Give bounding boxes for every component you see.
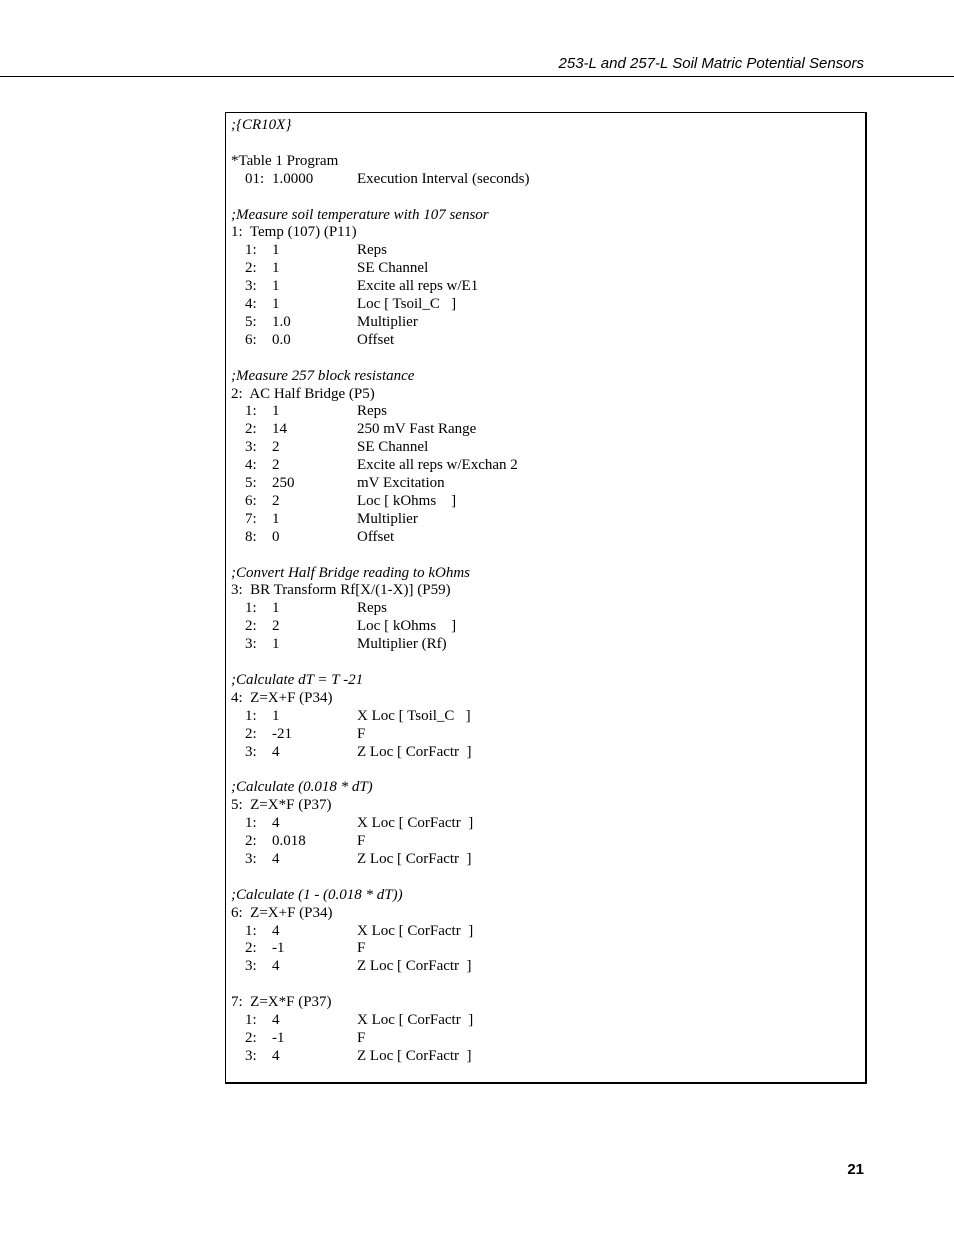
parameter-number: 6: xyxy=(245,331,257,348)
parameter-description: Excite all reps w/E1 xyxy=(357,278,479,295)
parameter-number: 8: xyxy=(245,528,257,545)
parameter-number: 2: xyxy=(245,618,257,635)
program-comment: ;Measure 257 block resistance xyxy=(231,367,415,384)
program-instruction: 4: Z=X+F (P34) xyxy=(231,689,333,706)
program-comment: ;Calculate dT = T -21 xyxy=(231,671,364,688)
program-instruction: 6: Z=X+F (P34) xyxy=(231,904,333,921)
parameter-description: 250 mV Fast Range xyxy=(357,421,477,438)
parameter-value: 4 xyxy=(272,850,280,867)
parameter-description: Z Loc [ CorFactr ] xyxy=(357,850,472,867)
parameter-description: mV Excitation xyxy=(357,475,445,491)
parameter-number: 5: xyxy=(245,475,257,491)
program-comment: ;Measure soil temperature with 107 sensor xyxy=(231,206,489,223)
parameter-description: F xyxy=(357,940,366,957)
parameter-value: 1 xyxy=(272,600,280,617)
parameter-value: 4 xyxy=(272,743,280,760)
parameter-number: 1: xyxy=(245,815,257,832)
parameter-description: F xyxy=(357,1029,366,1046)
program-instruction: 1: Temp (107) (P11) xyxy=(231,224,357,241)
program-listing-box xyxy=(225,112,867,1084)
parameter-description: Multiplier (Rf) xyxy=(357,636,447,653)
parameter-number: 2: xyxy=(245,421,257,438)
parameter-value: 1.0000 xyxy=(272,170,314,187)
parameter-value: -1 xyxy=(272,940,285,957)
parameter-number: 1: xyxy=(245,403,257,420)
program-instruction: *Table 1 Program xyxy=(231,152,339,169)
program-instruction: 3: BR Transform Rf[X/(1-X)] (P59) xyxy=(231,582,451,599)
parameter-number: 4: xyxy=(245,457,257,474)
parameter-description: Loc [ kOhms ] xyxy=(357,492,457,509)
parameter-number: 2: xyxy=(245,260,257,277)
program-comment: ;{CR10X} xyxy=(231,117,292,133)
parameter-number: 1: xyxy=(245,242,257,259)
parameter-description: Reps xyxy=(357,403,387,420)
parameter-description: Reps xyxy=(357,600,387,617)
parameter-description: Reps xyxy=(357,242,387,259)
parameter-value: 2 xyxy=(272,492,280,509)
parameter-description: Z Loc [ CorFactr ] xyxy=(357,958,472,975)
parameter-value: -21 xyxy=(272,725,292,742)
parameter-description: Z Loc [ CorFactr ] xyxy=(357,1047,472,1064)
parameter-value: 4 xyxy=(272,1047,280,1064)
parameter-value: -1 xyxy=(272,1029,285,1046)
parameter-value: 14 xyxy=(272,421,287,438)
parameter-description: Offset xyxy=(357,528,395,545)
parameter-number: 3: xyxy=(245,850,257,867)
parameter-description: SE Channel xyxy=(357,260,429,277)
parameter-description: Loc [ kOhms ] xyxy=(357,618,457,635)
parameter-description: Multiplier xyxy=(357,313,418,330)
parameter-value: 2 xyxy=(272,618,280,635)
parameter-number: 4: xyxy=(245,296,257,312)
parameter-description: F xyxy=(357,725,366,742)
parameter-number: 3: xyxy=(245,958,257,975)
parameter-value: 1 xyxy=(272,260,280,277)
parameter-value: 1 xyxy=(272,707,280,724)
parameter-description: F xyxy=(357,833,366,849)
parameter-description: X Loc [ CorFactr ] xyxy=(357,1012,474,1028)
running-header-title: 253-L and 257-L Soil Matric Potential Sensors xyxy=(558,55,864,72)
parameter-number: 1: xyxy=(245,600,257,617)
parameter-value: 4 xyxy=(272,815,280,832)
parameter-value: 0 xyxy=(272,528,280,545)
parameter-number: 2: xyxy=(245,1029,257,1046)
page-number: 21 xyxy=(847,1161,864,1178)
parameter-number: 5: xyxy=(245,313,257,330)
program-comment: ;Calculate (0.018 * dT) xyxy=(231,779,373,796)
program-instruction: 2: AC Half Bridge (P5) xyxy=(231,385,375,402)
parameter-number: 3: xyxy=(245,1047,257,1064)
parameter-number: 1: xyxy=(245,707,257,724)
parameter-value: 0.018 xyxy=(272,833,306,849)
parameter-value: 1 xyxy=(272,242,280,259)
parameter-number: 3: xyxy=(245,636,257,653)
parameter-number: 3: xyxy=(245,439,257,456)
program-instruction: 5: Z=X*F (P37) xyxy=(231,797,332,814)
parameter-description: SE Channel xyxy=(357,439,429,456)
parameter-description: X Loc [ CorFactr ] xyxy=(357,815,474,832)
parameter-value: 1 xyxy=(272,510,280,527)
parameter-number: 7: xyxy=(245,510,257,527)
parameter-value: 0.0 xyxy=(272,331,291,348)
program-comment: ;Calculate (1 - (0.018 * dT)) xyxy=(231,886,403,903)
parameter-description: Excite all reps w/Exchan 2 xyxy=(357,457,518,474)
parameter-description: Z Loc [ CorFactr ] xyxy=(357,743,472,760)
parameter-number: 3: xyxy=(245,743,257,760)
parameter-number: 6: xyxy=(245,492,257,509)
parameter-number: 2: xyxy=(245,725,257,742)
parameter-value: 1.0 xyxy=(272,313,291,330)
parameter-number: 01: xyxy=(245,170,265,187)
parameter-description: Offset xyxy=(357,331,395,348)
parameter-number: 2: xyxy=(245,833,257,849)
parameter-value: 4 xyxy=(272,922,280,939)
program-instruction: 7: Z=X*F (P37) xyxy=(231,994,332,1011)
parameter-value: 4 xyxy=(272,1012,280,1028)
parameter-number: 1: xyxy=(245,922,257,939)
parameter-description: Execution Interval (seconds) xyxy=(357,170,530,187)
parameter-value: 2 xyxy=(272,457,280,474)
parameter-value: 1 xyxy=(272,636,280,653)
parameter-value: 2 xyxy=(272,439,280,456)
parameter-value: 1 xyxy=(272,296,280,312)
parameter-description: Loc [ Tsoil_C ] xyxy=(357,296,457,312)
parameter-number: 1: xyxy=(245,1012,257,1028)
parameter-number: 2: xyxy=(245,940,257,957)
parameter-value: 1 xyxy=(272,403,280,420)
parameter-number: 3: xyxy=(245,278,257,295)
parameter-value: 1 xyxy=(272,278,280,295)
parameter-value: 4 xyxy=(272,958,280,975)
parameter-description: X Loc [ CorFactr ] xyxy=(357,922,474,939)
parameter-description: X Loc [ Tsoil_C ] xyxy=(357,707,471,724)
program-comment: ;Convert Half Bridge reading to kOhms xyxy=(231,564,470,581)
parameter-value: 250 xyxy=(272,475,295,491)
parameter-description: Multiplier xyxy=(357,510,418,527)
header-rule xyxy=(0,76,954,77)
